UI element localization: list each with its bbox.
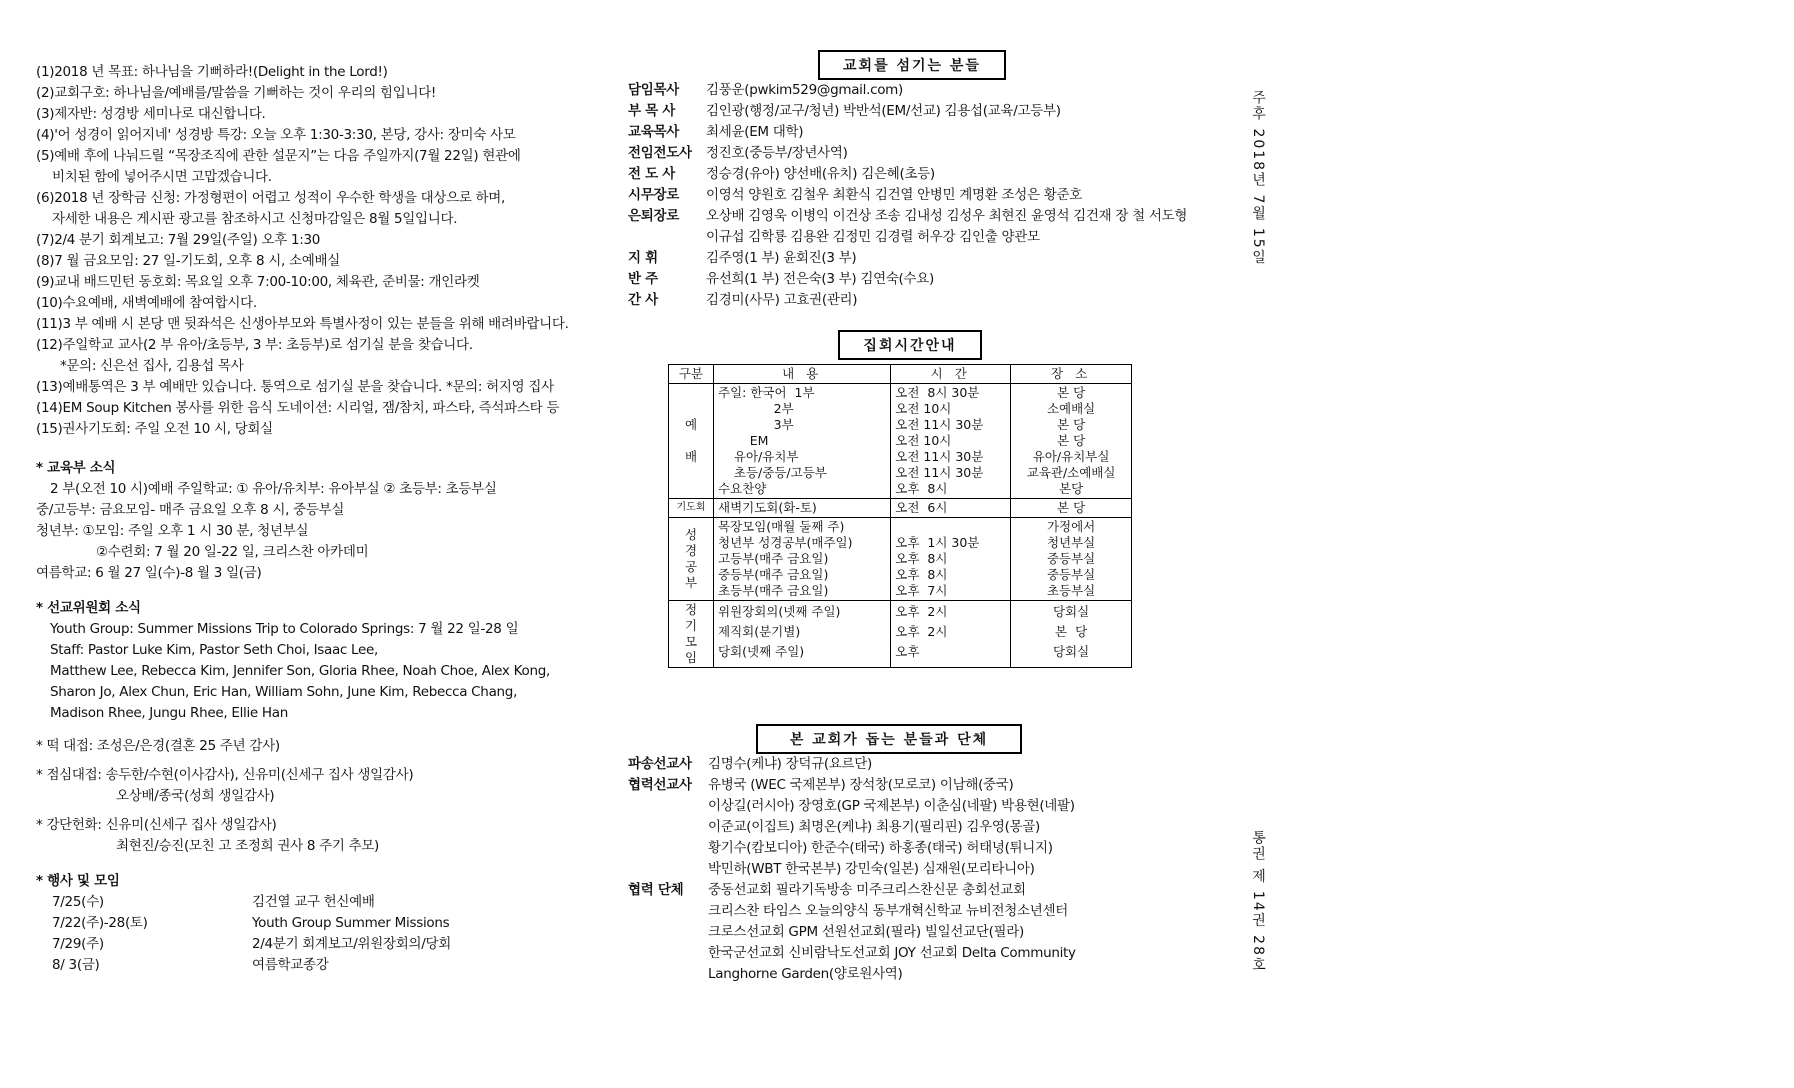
list-item	[628, 290, 1188, 311]
column-header: 시 간	[891, 365, 1011, 384]
rice-cake-line: * 떡 대접: 조성은/은경(결혼 25 주년 감사)	[36, 738, 280, 754]
notice-item: *문의: 신은선 집사, 김용섭 목사	[36, 358, 244, 374]
list-item	[628, 80, 1188, 101]
notice-item: (13)예배통역은 3 부 예배만 있습니다. 통역으로 섬기실 분을 찾습니다. *문의: 허지영 집사	[36, 379, 554, 395]
row-value: 유선희(1 부) 전은숙(3 부) 김연숙(수요)	[706, 271, 934, 287]
content-cell: 새벽기도회(화-토)	[714, 499, 891, 518]
row-label: 협력선교사	[628, 777, 692, 793]
list-item	[628, 880, 1188, 985]
list-item	[628, 269, 1188, 290]
table-row	[669, 518, 1132, 601]
time-cell: 오후 1시 30분 오후 8시 오후 8시 오후 7시	[891, 518, 1011, 601]
notice-item: (1)2018 년 목표: 하나님을 기뻐하라!(Delight in the Lord!)	[36, 64, 388, 80]
table-row	[669, 384, 1132, 499]
category-cell: 정 기 모 임	[669, 601, 714, 668]
column-header: 내 용	[714, 365, 891, 384]
notice-item: (10)수요예배, 새벽예배에 참여합시다.	[36, 295, 257, 311]
education-line: 2 부(오전 10 시)예배 주일학교: ① 유아/유치부: 유아부실 ② 초등부: 초등부실	[50, 481, 497, 497]
event-date: 7/25(수)	[52, 894, 104, 910]
table-row	[669, 499, 1132, 518]
notice-item: (9)교내 배드민턴 동호회: 목요일 오후 7:00-10:00, 체육관, 준비물: 개인라켓	[36, 274, 480, 290]
content-cell: 위원장회의(넷째 주일) 제직회(분기별) 당회(넷째 주일)	[714, 601, 891, 668]
category-cell: 기도회	[669, 499, 714, 518]
row-label: 부 목 사	[628, 103, 676, 119]
education-line: 청년부: ①모임: 주일 오후 1 시 30 분, 청년부실	[36, 523, 309, 539]
event-date: 7/29(주)	[52, 936, 104, 952]
row-value: 정진호(중등부/장년사역)	[706, 145, 848, 161]
event-date: 8/ 3(금)	[52, 957, 100, 973]
list-item	[628, 143, 1188, 164]
staff-title: 교회를 섬기는 분들	[818, 50, 1006, 80]
place-cell: 당회실 본 당 당회실	[1011, 601, 1132, 668]
place-cell: 본 당 소예배실 본 당 본 당 유아/유치부실 교육관/소예배실 본당	[1011, 384, 1132, 499]
row-value: 이영석 양원호 김철우 최환식 김건열 안병민 계명환 조성은 황준호	[706, 187, 1082, 203]
partners-title: 본 교회가 돕는 분들과 단체	[756, 724, 1022, 754]
list-item	[628, 101, 1188, 122]
date-vertical: 주후 2018년 7월 15일	[1250, 90, 1266, 266]
row-label: 전 도 사	[628, 166, 676, 182]
mission-line: Matthew Lee, Rebecca Kim, Jennifer Son, Gloria Rhee, Noah Choe, Alex Kong,	[50, 663, 550, 679]
notice-item: (11)3 부 예배 시 본당 맨 뒷좌석은 신생아부모와 특별사정이 있는 분들을 위해 배려바랍니다.	[36, 316, 569, 332]
event-row	[36, 955, 596, 976]
mission-line: Madison Rhee, Jungu Rhee, Ellie Han	[50, 705, 289, 721]
event-desc: 여름학교종강	[252, 957, 329, 973]
event-date: 7/22(주)-28(토)	[52, 915, 148, 931]
event-row	[36, 892, 596, 913]
notice-item: (7)2/4 분기 회계보고: 7월 29일(주일) 오후 1:30	[36, 232, 321, 248]
events-list	[36, 892, 596, 976]
notice-item: (2)교회구호: 하나님을/예배를/말씀을 기뻐하는 것이 우리의 힘입니다!	[36, 85, 437, 101]
event-desc: 2/4분기 회계보고/위원장회의/당회	[252, 936, 451, 952]
list-item	[628, 164, 1188, 185]
row-label: 교육목사	[628, 124, 679, 140]
education-line: 여름학교: 6 월 27 일(수)-8 월 3 일(금)	[36, 565, 262, 581]
notice-item: (12)주일학교 교사(2 부 유아/초등부, 3 부: 초등부)로 섬기실 분을 찾습니다.	[36, 337, 473, 353]
category-cell: 예 배	[669, 384, 714, 499]
notice-item: (15)권사기도회: 주일 오전 10 시, 당회실	[36, 421, 273, 437]
column-header: 구분	[669, 365, 714, 384]
row-label: 시무장로	[628, 187, 679, 203]
row-label: 담임목사	[628, 82, 679, 98]
notice-item: 비치된 함에 넣어주시면 고맙겠습니다.	[36, 169, 272, 185]
event-desc: 김건열 교구 헌신예배	[252, 894, 375, 910]
event-row	[36, 913, 596, 934]
table-row	[669, 601, 1132, 668]
education-title: * 교육부 소식	[36, 460, 116, 476]
notice-item: (8)7 월 금요모임: 27 일-기도회, 오후 8 시, 소예배실	[36, 253, 340, 269]
notice-item: 자세한 내용은 게시판 광고를 참조하시고 신청마감일은 8월 5일입니다.	[36, 211, 458, 227]
list-item	[628, 122, 1188, 143]
events-title: * 행사 및 모임	[36, 873, 120, 889]
row-value: 김풍운(pwkim529@gmail.com)	[706, 82, 903, 98]
table-header-row	[669, 365, 1132, 384]
event-desc: Youth Group Summer Missions	[252, 915, 450, 931]
row-value: 김주영(1 부) 윤회진(3 부)	[706, 250, 857, 266]
notices-list	[36, 62, 596, 440]
flowers-line: * 강단헌화: 신유미(신세구 집사 생일감사)	[36, 817, 277, 833]
notice-item: (3)제자반: 성경방 세미나로 대신합니다.	[36, 106, 266, 122]
category-cell: 성 경 공 부	[669, 518, 714, 601]
row-value: 김경미(사무) 고효권(관리)	[706, 292, 858, 308]
row-value: 유병국 (WEC 국제본부) 장석창(모로코) 이남해(중국) 이상길(러시아) 장영호(GP 국제본부) 이춘심(네팔) 박용현(네팔) 이준교(이집트) 최명온(케냐) 최용기(필리핀) 김우영(몽골) 황기수(캄보디아) 한준수(태국) 하홍종(태국) 허태녕(튀니지) 박민하(WBT 한국본부) 강민숙(일본) 심재원(모리타니아)	[708, 777, 1075, 877]
row-value: 중동선교회 필라기독방송 미주크리스찬신문 총회선교회 크리스찬 타임스 오늘의양식 동부개혁신학교 뉴비전청소년센터 크로스선교회 GPM 선원선교회(필라) 빌일선교단(필라) 한국군선교회 신비람낙도선교회 JOY 선교회 Delta Community Langhorne Garden(양로원사역)	[708, 882, 1076, 982]
row-value: 김명수(케냐) 장덕규(요르단)	[708, 756, 873, 772]
row-label: 간 사	[628, 292, 658, 308]
row-label: 협력 단체	[628, 882, 684, 898]
row-value: 정승경(유아) 양선배(유치) 김은혜(초등)	[706, 166, 935, 182]
row-label: 은퇴장로	[628, 208, 679, 224]
partners-list	[628, 754, 1188, 985]
list-item	[628, 248, 1188, 269]
list-item	[628, 775, 1188, 880]
content-cell: 목장모임(매월 둘째 주) 청년부 성경공부(매주일) 고등부(매주 금요일) 중등부(매주 금요일) 초등부(매주 금요일)	[714, 518, 891, 601]
list-item	[628, 206, 1192, 248]
list-item	[628, 185, 1188, 206]
content-cell: 주일: 한국어 1부 2부 3부 EM 유아/유치부 초등/중등/고등부 수요찬양	[714, 384, 891, 499]
place-cell: 본 당	[1011, 499, 1132, 518]
place-cell: 가정에서 청년부실 중등부실 중등부실 초등부실	[1011, 518, 1132, 601]
row-value: 최세윤(EM 대학)	[706, 124, 804, 140]
flowers-line: 최현진/승진(모친 고 조정희 권사 8 주기 추모)	[116, 838, 380, 854]
row-label: 반 주	[628, 271, 658, 287]
issue-vertical: 통권 제 14권 28호	[1250, 830, 1266, 973]
time-cell: 오전 8시 30분 오전 10시 오전 11시 30분 오전 10시 오전 11시 30분 오전 11시 30분 오후 8시	[891, 384, 1011, 499]
left-column	[36, 62, 596, 976]
lunch-line: 오상배/종국(성희 생일감사)	[116, 788, 275, 804]
education-line: ②수련회: 7 월 20 일-22 일, 크리스찬 아카데미	[96, 544, 369, 560]
time-cell: 오후 2시 오후 2시 오후	[891, 601, 1011, 668]
row-label: 전임전도사	[628, 145, 692, 161]
row-label: 파송선교사	[628, 756, 692, 772]
schedule-title: 집회시간안내	[838, 330, 982, 360]
column-header: 장 소	[1011, 365, 1132, 384]
event-row	[36, 934, 596, 955]
list-item	[628, 754, 1188, 775]
row-value: 오상배 김영욱 이병익 이건상 조송 김내성 김성우 최현진 윤영석 김건재 장 철 서도형 이규섭 김학룡 김용완 김정민 김경렬 허우강 김인출 양관모	[706, 208, 1192, 245]
row-label: 지 휘	[628, 250, 658, 266]
notice-item: (4)'어 성경이 읽어지네' 성경방 특강: 오늘 오후 1:30-3:30, 본당, 강사: 장미숙 사모	[36, 127, 516, 143]
lunch-line: * 점심대접: 송두한/수현(이사감사), 신유미(신세구 집사 생일감사)	[36, 767, 414, 783]
notice-item: (5)예배 후에 나눠드릴 “목장조직에 관한 설문지”는 다음 주일까지(7월 22일) 현관에	[36, 148, 521, 164]
row-value: 김인광(행정/교구/청년) 박반석(EM/선교) 김용섭(교육/고등부)	[706, 103, 1061, 119]
education-line: 중/고등부: 금요모임- 매주 금요일 오후 8 시, 중등부실	[36, 502, 345, 518]
notice-item: (6)2018 년 장학금 신청: 가정형편이 어렵고 성적이 우수한 학생을 대상으로 하며,	[36, 190, 506, 206]
time-cell: 오전 6시	[891, 499, 1011, 518]
mission-line: Sharon Jo, Alex Chun, Eric Han, William Sohn, June Kim, Rebecca Chang,	[50, 684, 518, 700]
mission-line: Youth Group: Summer Missions Trip to Colorado Springs: 7 월 22 일-28 일	[50, 621, 519, 637]
schedule-table	[668, 364, 1132, 668]
notice-item: (14)EM Soup Kitchen 봉사를 위한 음식 도네이션: 시리얼, 잼/참치, 파스타, 즉석파스타 등	[36, 400, 560, 416]
mission-title: * 선교위원회 소식	[36, 600, 141, 616]
mission-line: Staff: Pastor Luke Kim, Pastor Seth Choi, Isaac Lee,	[50, 642, 379, 658]
staff-list	[628, 80, 1192, 311]
